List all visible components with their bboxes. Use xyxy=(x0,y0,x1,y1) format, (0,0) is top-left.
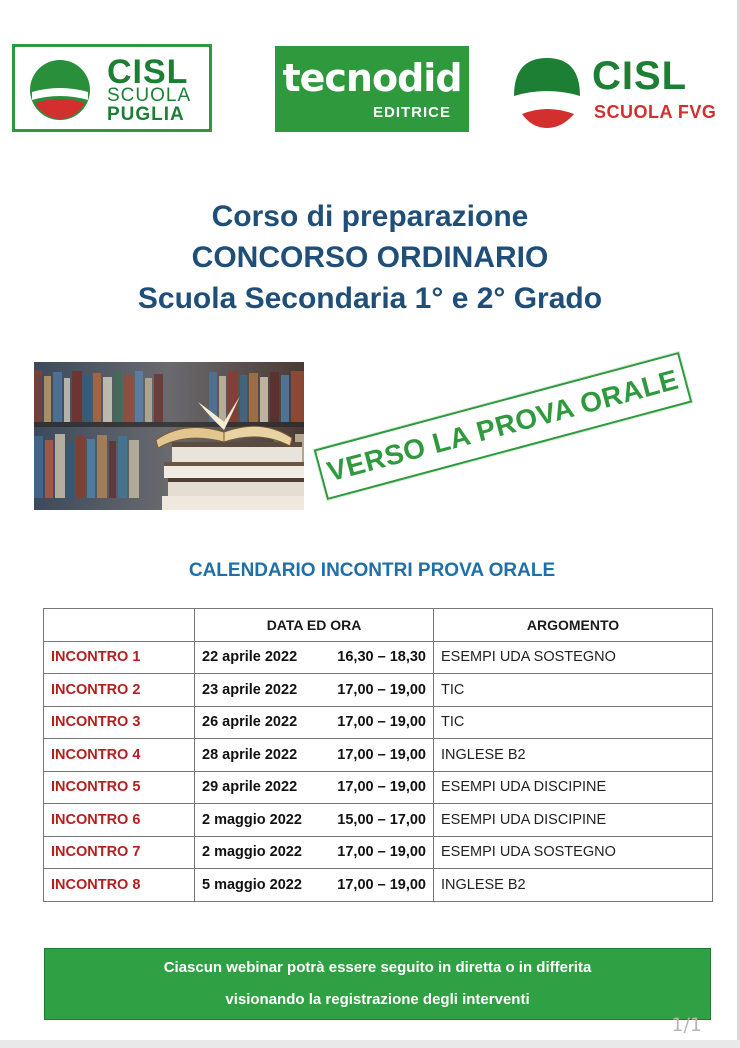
session-date: 2 maggio 2022 xyxy=(202,811,302,828)
banner-line-1: Ciascun webinar potrà essere seguito in diretta o in differita xyxy=(163,959,592,976)
session-datetime xyxy=(195,771,434,804)
logo-left-line3: PUGLIA xyxy=(107,104,185,125)
table-row xyxy=(44,869,713,902)
session-time: 16,30 – 18,30 xyxy=(337,649,426,666)
title-line-2: CONCORSO ORDINARIO xyxy=(191,241,549,274)
session-topic: ESEMPI UDA SOSTEGNO xyxy=(434,836,713,869)
session-topic: INGLESE B2 xyxy=(434,869,713,902)
session-date: 22 aprile 2022 xyxy=(202,649,298,666)
banner-line-2: visionando la registrazione degli interventi xyxy=(225,991,530,1008)
course-title xyxy=(0,196,740,319)
webinar-info-banner xyxy=(44,948,711,1020)
session-time: 17,00 – 19,00 xyxy=(337,714,426,731)
logo-left-line1: CISL xyxy=(107,53,189,91)
session-label: INCONTRO 8 xyxy=(44,869,195,902)
table-row xyxy=(44,804,713,837)
table-row xyxy=(44,706,713,739)
title-line-1: Corso di preparazione xyxy=(211,200,529,233)
books-photo xyxy=(34,362,304,510)
session-topic: ESEMPI UDA DISCIPINE xyxy=(434,804,713,837)
tecnodid-name: tecnodid xyxy=(282,56,462,100)
session-topic: ESEMPI UDA SOSTEGNO xyxy=(434,641,713,674)
session-label: INCONTRO 3 xyxy=(44,706,195,739)
prova-orale-stamp: VERSO LA PROVA ORALE xyxy=(314,352,693,500)
session-time: 17,00 – 19,00 xyxy=(337,746,426,763)
session-topic: ESEMPI UDA DISCIPINE xyxy=(434,771,713,804)
session-date: 2 maggio 2022 xyxy=(202,844,302,861)
session-date: 28 aprile 2022 xyxy=(202,746,298,763)
session-datetime xyxy=(195,674,434,707)
header-topic: ARGOMENTO xyxy=(434,609,713,642)
session-topic: TIC xyxy=(434,674,713,707)
calendar-header-row xyxy=(44,609,713,642)
header-date: DATA ED ORA xyxy=(195,609,434,642)
session-label: INCONTRO 5 xyxy=(44,771,195,804)
cisl-roundel-icon xyxy=(512,56,582,130)
cisl-roundel-icon xyxy=(29,59,91,121)
header-blank xyxy=(44,609,195,642)
session-datetime xyxy=(195,706,434,739)
session-topic: INGLESE B2 xyxy=(434,739,713,772)
table-row xyxy=(44,641,713,674)
logo-right-line2: SCUOLA FVG xyxy=(594,102,717,122)
session-label: INCONTRO 7 xyxy=(44,836,195,869)
session-label: INCONTRO 4 xyxy=(44,739,195,772)
session-date: 5 maggio 2022 xyxy=(202,876,302,893)
session-label: INCONTRO 2 xyxy=(44,674,195,707)
session-datetime xyxy=(195,739,434,772)
logo-right-line1: CISL xyxy=(592,54,688,98)
title-line-3: Scuola Secondaria 1° e 2° Grado xyxy=(137,282,603,315)
session-date: 29 aprile 2022 xyxy=(202,779,298,796)
table-row xyxy=(44,674,713,707)
session-time: 17,00 – 19,00 xyxy=(337,681,426,698)
session-datetime xyxy=(195,804,434,837)
session-date: 26 aprile 2022 xyxy=(202,714,298,731)
session-label: INCONTRO 1 xyxy=(44,641,195,674)
cisl-puglia-logo xyxy=(12,44,212,132)
calendar-table xyxy=(43,608,713,902)
session-datetime xyxy=(195,836,434,869)
session-date: 23 aprile 2022 xyxy=(202,681,298,698)
table-row xyxy=(44,771,713,804)
session-time: 17,00 – 19,00 xyxy=(337,844,426,861)
page-indicator: 1/1 xyxy=(671,1014,702,1036)
session-label: INCONTRO 6 xyxy=(44,804,195,837)
cisl-fvg-logo xyxy=(508,52,730,134)
session-datetime xyxy=(195,869,434,902)
viewer-bottom-strip xyxy=(0,1040,740,1048)
table-row xyxy=(44,836,713,869)
session-topic: TIC xyxy=(434,706,713,739)
logo-left-line2: SCUOLA xyxy=(107,85,192,106)
session-time: 15,00 – 17,00 xyxy=(337,811,426,828)
table-row xyxy=(44,739,713,772)
calendar-title: CALENDARIO INCONTRI PROVA ORALE xyxy=(188,560,556,581)
tecnodid-logo xyxy=(275,46,469,132)
session-time: 17,00 – 19,00 xyxy=(337,779,426,796)
tecnodid-sub: EDITRICE xyxy=(372,104,451,121)
session-time: 17,00 – 19,00 xyxy=(337,876,426,893)
session-datetime xyxy=(195,641,434,674)
